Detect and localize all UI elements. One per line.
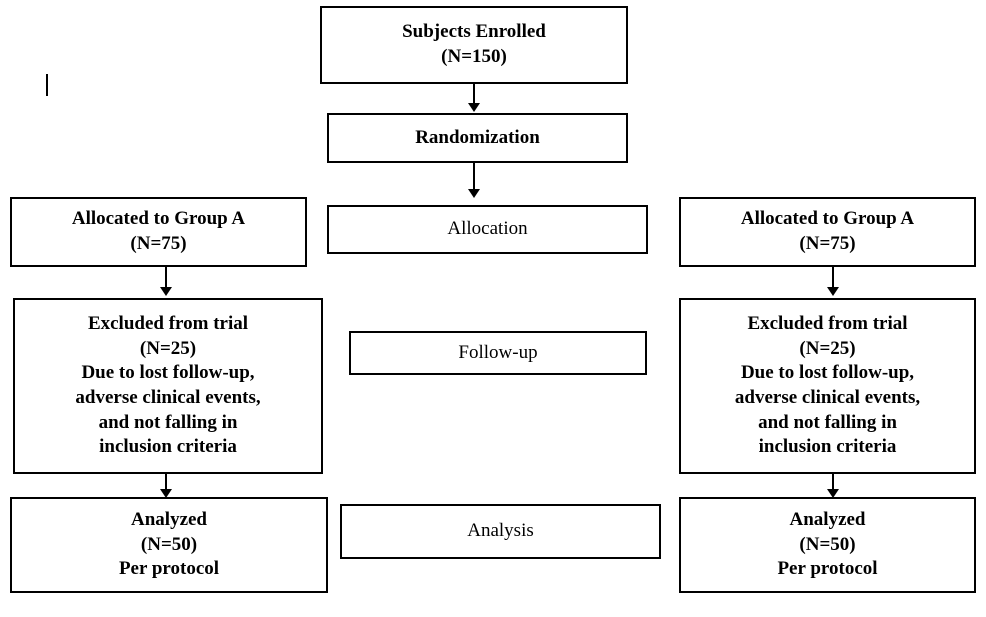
connector-randomization-to-allocation	[473, 163, 475, 191]
node-right-excluded-line-4: adverse clinical events,	[734, 387, 921, 408]
stage-followup	[349, 331, 647, 375]
arrowhead-right-allocated-to-excluded	[827, 287, 839, 296]
node-left-excluded-line-1: Excluded from trial	[87, 312, 249, 334]
node-subjects-enrolled-line-2: (N=150)	[441, 46, 507, 67]
stray-tick-mark	[46, 74, 48, 96]
node-right-excluded-line-1: Excluded from trial	[747, 312, 908, 334]
node-subjects-enrolled	[320, 6, 628, 84]
node-left-allocated-line-1: Allocated to Group A	[71, 208, 246, 230]
node-right-allocated	[679, 197, 976, 267]
connector-left-allocated-to-excluded	[165, 267, 167, 289]
node-left-analyzed	[10, 497, 328, 593]
node-left-excluded-line-2: (N=25)	[139, 337, 197, 359]
node-right-analyzed-line-1: Analyzed	[789, 508, 866, 530]
stage-analysis-label: Analysis	[467, 520, 534, 542]
node-left-analyzed-line-3: Per protocol	[118, 558, 220, 580]
node-randomization-label: Randomization	[415, 126, 540, 148]
arrowhead-enrolled-to-randomization	[468, 103, 480, 112]
node-right-excluded-line-6: inclusion criteria	[758, 436, 897, 458]
node-right-analyzed	[679, 497, 976, 593]
node-right-excluded	[679, 298, 976, 474]
node-left-analyzed-line-2: (N=50)	[140, 533, 198, 555]
node-left-analyzed-line-1: Analyzed	[131, 508, 207, 530]
node-right-analyzed-line-3: Per protocol	[777, 558, 878, 580]
node-left-excluded-line-4: adverse clinical events,	[75, 387, 261, 408]
arrowhead-randomization-to-allocation	[468, 189, 480, 198]
node-left-excluded-line-3: Due to lost follow-up,	[81, 362, 255, 384]
node-randomization	[327, 113, 628, 163]
node-right-allocated-line-1: Allocated to Group A	[740, 208, 915, 230]
connector-enrolled-to-randomization	[473, 84, 475, 105]
stage-allocation	[327, 205, 648, 254]
node-left-excluded-line-5: and not falling in	[98, 411, 238, 433]
node-right-excluded-line-5: and not falling in	[758, 411, 897, 433]
connector-right-allocated-to-excluded	[832, 267, 834, 289]
node-right-excluded-line-3: Due to lost follow-up,	[740, 362, 915, 384]
stage-allocation-label: Allocation	[447, 218, 528, 240]
arrowhead-left-allocated-to-excluded	[160, 287, 172, 296]
node-left-allocated-line-2: (N=75)	[130, 233, 187, 254]
node-left-allocated	[10, 197, 307, 267]
node-right-analyzed-line-2: (N=50)	[799, 533, 856, 555]
stage-analysis	[340, 504, 661, 559]
node-right-allocated-line-2: (N=75)	[799, 233, 856, 254]
node-left-excluded-line-6: inclusion criteria	[99, 436, 237, 458]
stage-followup-label: Follow-up	[458, 341, 538, 363]
node-right-excluded-line-2: (N=25)	[799, 337, 856, 359]
node-left-excluded	[13, 298, 323, 474]
node-subjects-enrolled-line-1: Subjects Enrolled	[402, 21, 546, 43]
